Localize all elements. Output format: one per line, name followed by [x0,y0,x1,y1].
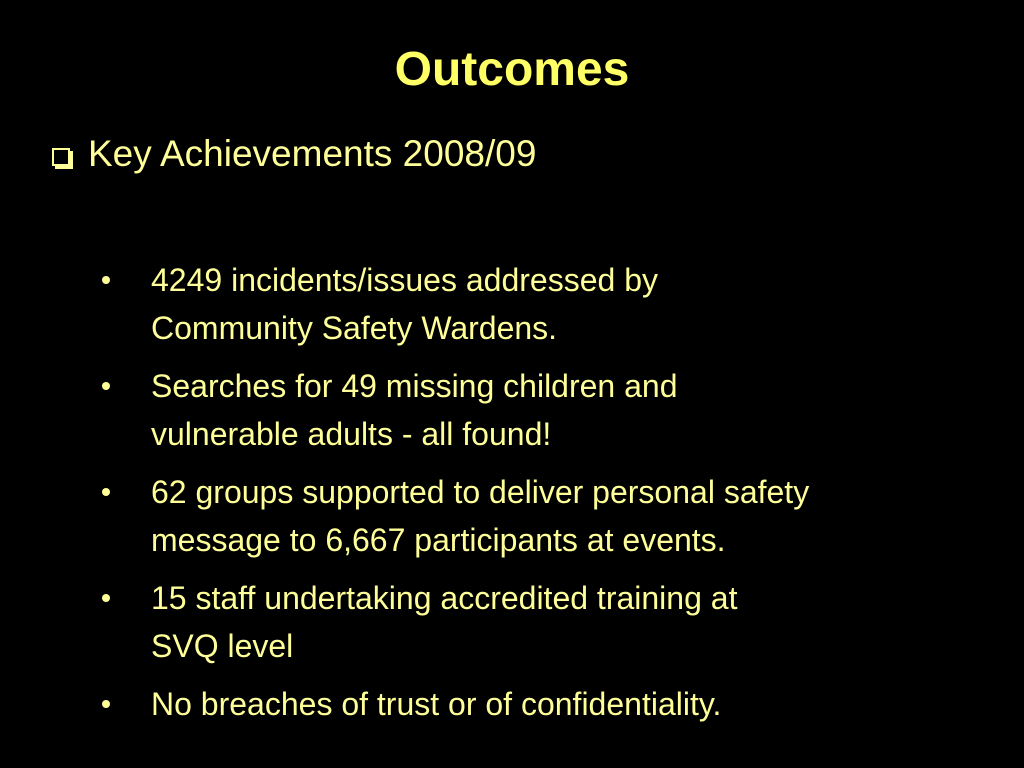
list-item [100,256,990,352]
list-item [100,362,990,458]
list-item-line: 15 staff undertaking accredited training at [151,580,738,616]
list-item-line: Community Safety Wardens. [151,310,558,346]
bullet-dot-icon [102,276,110,284]
list-item [100,680,990,728]
list-item-line: 4249 incidents/issues addressed by [151,262,658,298]
list-item [100,574,990,670]
list-item-line: message to 6,667 participants at events. [151,522,726,558]
slide-title: Outcomes [394,43,630,96]
list-item-line: 62 groups supported to deliver personal safety [151,474,810,510]
bullet-dot-icon [102,382,110,390]
achievements-list [100,256,990,738]
bullet-dot-icon [102,488,110,496]
bullet-dot-icon [102,700,110,708]
checkbox-icon [52,148,70,166]
list-item-line: No breaches of trust or of confidentiality. [151,686,722,722]
list-item-line: vulnerable adults - all found! [151,416,552,452]
list-item-line: Searches for 49 missing children and [151,368,678,404]
section-heading-text: Key Achievements 2008/09 [88,133,537,174]
bullet-dot-icon [102,594,110,602]
list-item-line: SVQ level [151,628,294,664]
list-item [100,468,990,564]
section-heading [44,128,536,180]
